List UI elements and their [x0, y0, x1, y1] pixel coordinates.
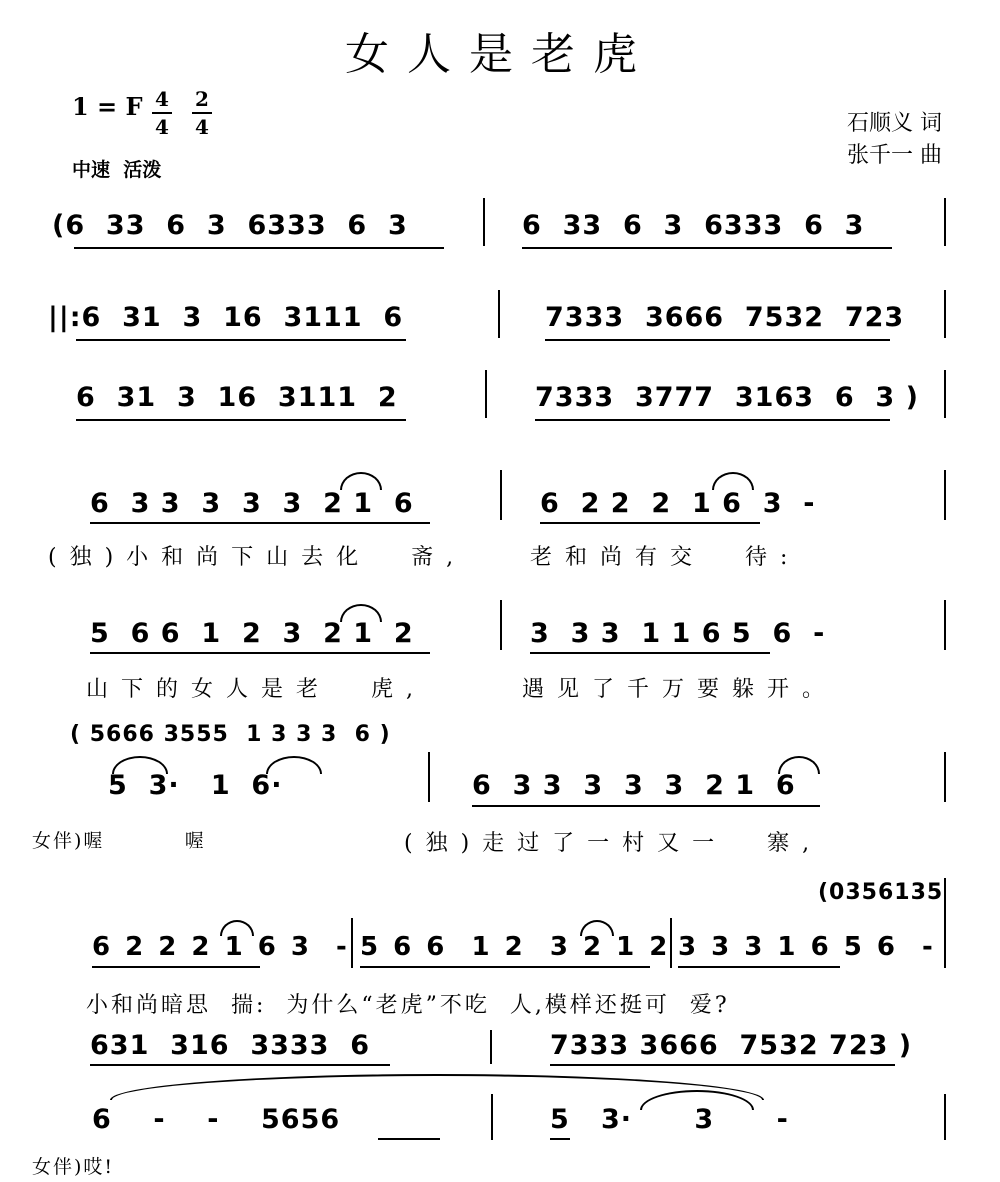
- barline: [428, 752, 430, 802]
- time-signature-2-4: 2 4: [192, 86, 212, 140]
- barline: [944, 878, 946, 968]
- beam-line: [90, 652, 430, 654]
- barline: [491, 1094, 493, 1140]
- notation-row-6-solo: 6 3 3 3 3 3 2 1 6: [472, 770, 796, 801]
- beam-line: [530, 652, 770, 654]
- barline: [944, 198, 946, 246]
- beam-line: [522, 247, 892, 249]
- beam-line: [76, 419, 406, 421]
- lyric-line-6a: 女伴)喔 喔: [32, 830, 206, 852]
- beam-line: [74, 247, 444, 249]
- beam-line: [378, 1138, 440, 1140]
- barline: [944, 600, 946, 650]
- notation-row-7-measure-1: 6 2 2 2 1 6 3 -: [92, 932, 350, 962]
- time-signature-4-4: 4 4: [152, 86, 172, 140]
- key-signature: 1 = F: [72, 92, 143, 121]
- beam-line: [678, 966, 840, 968]
- notation-row-3-measure-1: 6 31 3 16 3111 2: [76, 382, 398, 413]
- lyric-line-5b: 遇见了千万要躲开。: [522, 677, 838, 702]
- barline: [944, 470, 946, 520]
- notation-row-1-measure-1: (6 33 6 3 6333 6 3: [52, 210, 408, 241]
- barline: [490, 1030, 492, 1064]
- lyric-line-5a: 山下的女人是老 虎,: [86, 677, 426, 702]
- notation-row-9-measure-2: 5 3· 3 -: [550, 1104, 789, 1135]
- barline: [944, 752, 946, 802]
- composer-credit: 张千一 曲: [847, 143, 942, 168]
- lyric-line-4a: (独)小和尚下山去化 斋,: [48, 545, 467, 570]
- barline: [498, 290, 500, 338]
- beam-line: [472, 805, 820, 807]
- slur-mark: [712, 472, 754, 490]
- beam-line: [92, 966, 260, 968]
- beam-line: [76, 339, 406, 341]
- notation-row-9-measure-1: 6 - - 5656: [92, 1104, 341, 1135]
- beam-line: [360, 966, 650, 968]
- barline: [944, 370, 946, 418]
- lyricist-credit: 石顺义 词: [847, 111, 942, 136]
- notation-row-4-measure-2: 6 2 2 2 1 6 3 -: [540, 488, 816, 519]
- slur-mark: [112, 756, 168, 774]
- barline: [483, 198, 485, 246]
- slur-mark: [266, 756, 322, 774]
- slur-mark: [340, 604, 382, 622]
- notation-row-3-measure-2: 7333 3777 3163 6 3 ): [535, 382, 919, 413]
- notation-row-6-chorus: 5 3· 1 6·: [108, 770, 283, 801]
- slur-mark: [580, 920, 614, 936]
- notation-row-1-measure-2: 6 33 6 3 6333 6 3: [522, 210, 865, 241]
- notation-row-5-measure-2: 3 3 3 1 1 6 5 6 -: [530, 618, 826, 649]
- notation-row-5-measure-1: 5 6 6 1 2 3 2 1 2: [90, 618, 414, 649]
- accompaniment-figure: (0356135: [818, 880, 944, 905]
- lyric-line-6b: (独)走过了一村又一 寨,: [404, 831, 823, 856]
- beam-line: [90, 522, 430, 524]
- beam-line: [550, 1138, 570, 1140]
- notation-row-4-measure-1: 6 3 3 3 3 3 2 1 6: [90, 488, 414, 519]
- barline: [351, 918, 353, 968]
- barline: [944, 290, 946, 338]
- barline: [500, 470, 502, 520]
- slur-mark: [778, 756, 820, 774]
- notation-row-7-measure-3: 3 3 3 1 6 5 6 -: [678, 932, 936, 962]
- beam-line: [550, 1064, 895, 1066]
- beam-line: [90, 1064, 390, 1066]
- slur-mark: [220, 920, 254, 936]
- barline: [670, 918, 672, 968]
- barline: [500, 600, 502, 650]
- beam-line: [540, 522, 760, 524]
- barline: [944, 1094, 946, 1140]
- notation-row-8-measure-2: 7333 3666 7532 723 ): [550, 1030, 913, 1061]
- tempo-marking: 中速 活泼: [72, 159, 162, 181]
- beam-line: [545, 339, 890, 341]
- lyric-line-4b: 老和尚有交 待:: [530, 545, 801, 570]
- slur-mark: [340, 472, 382, 490]
- barline: [485, 370, 487, 418]
- notation-row-7-measure-2: 5 6 6 1 2 3 2 1 2: [360, 932, 671, 962]
- lyric-line-7: 小和尚暗思 揣: 为什么“老虎”不吃 人,模样还挺可 爱?: [86, 993, 730, 1018]
- lyric-line-9: 女伴)哎!: [32, 1156, 115, 1178]
- song-title: 女人是老虎: [345, 29, 655, 80]
- notation-row-8-measure-1: 631 316 3333 6: [90, 1030, 371, 1061]
- notation-row-2-measure-2: 7333 3666 7532 723: [545, 302, 905, 333]
- notation-row-2-measure-1: ||:6 31 3 16 3111 6: [48, 302, 404, 333]
- beam-line: [535, 419, 890, 421]
- accompaniment-figure: ( 5666 3555 1 3 3 3 6 ): [70, 722, 391, 747]
